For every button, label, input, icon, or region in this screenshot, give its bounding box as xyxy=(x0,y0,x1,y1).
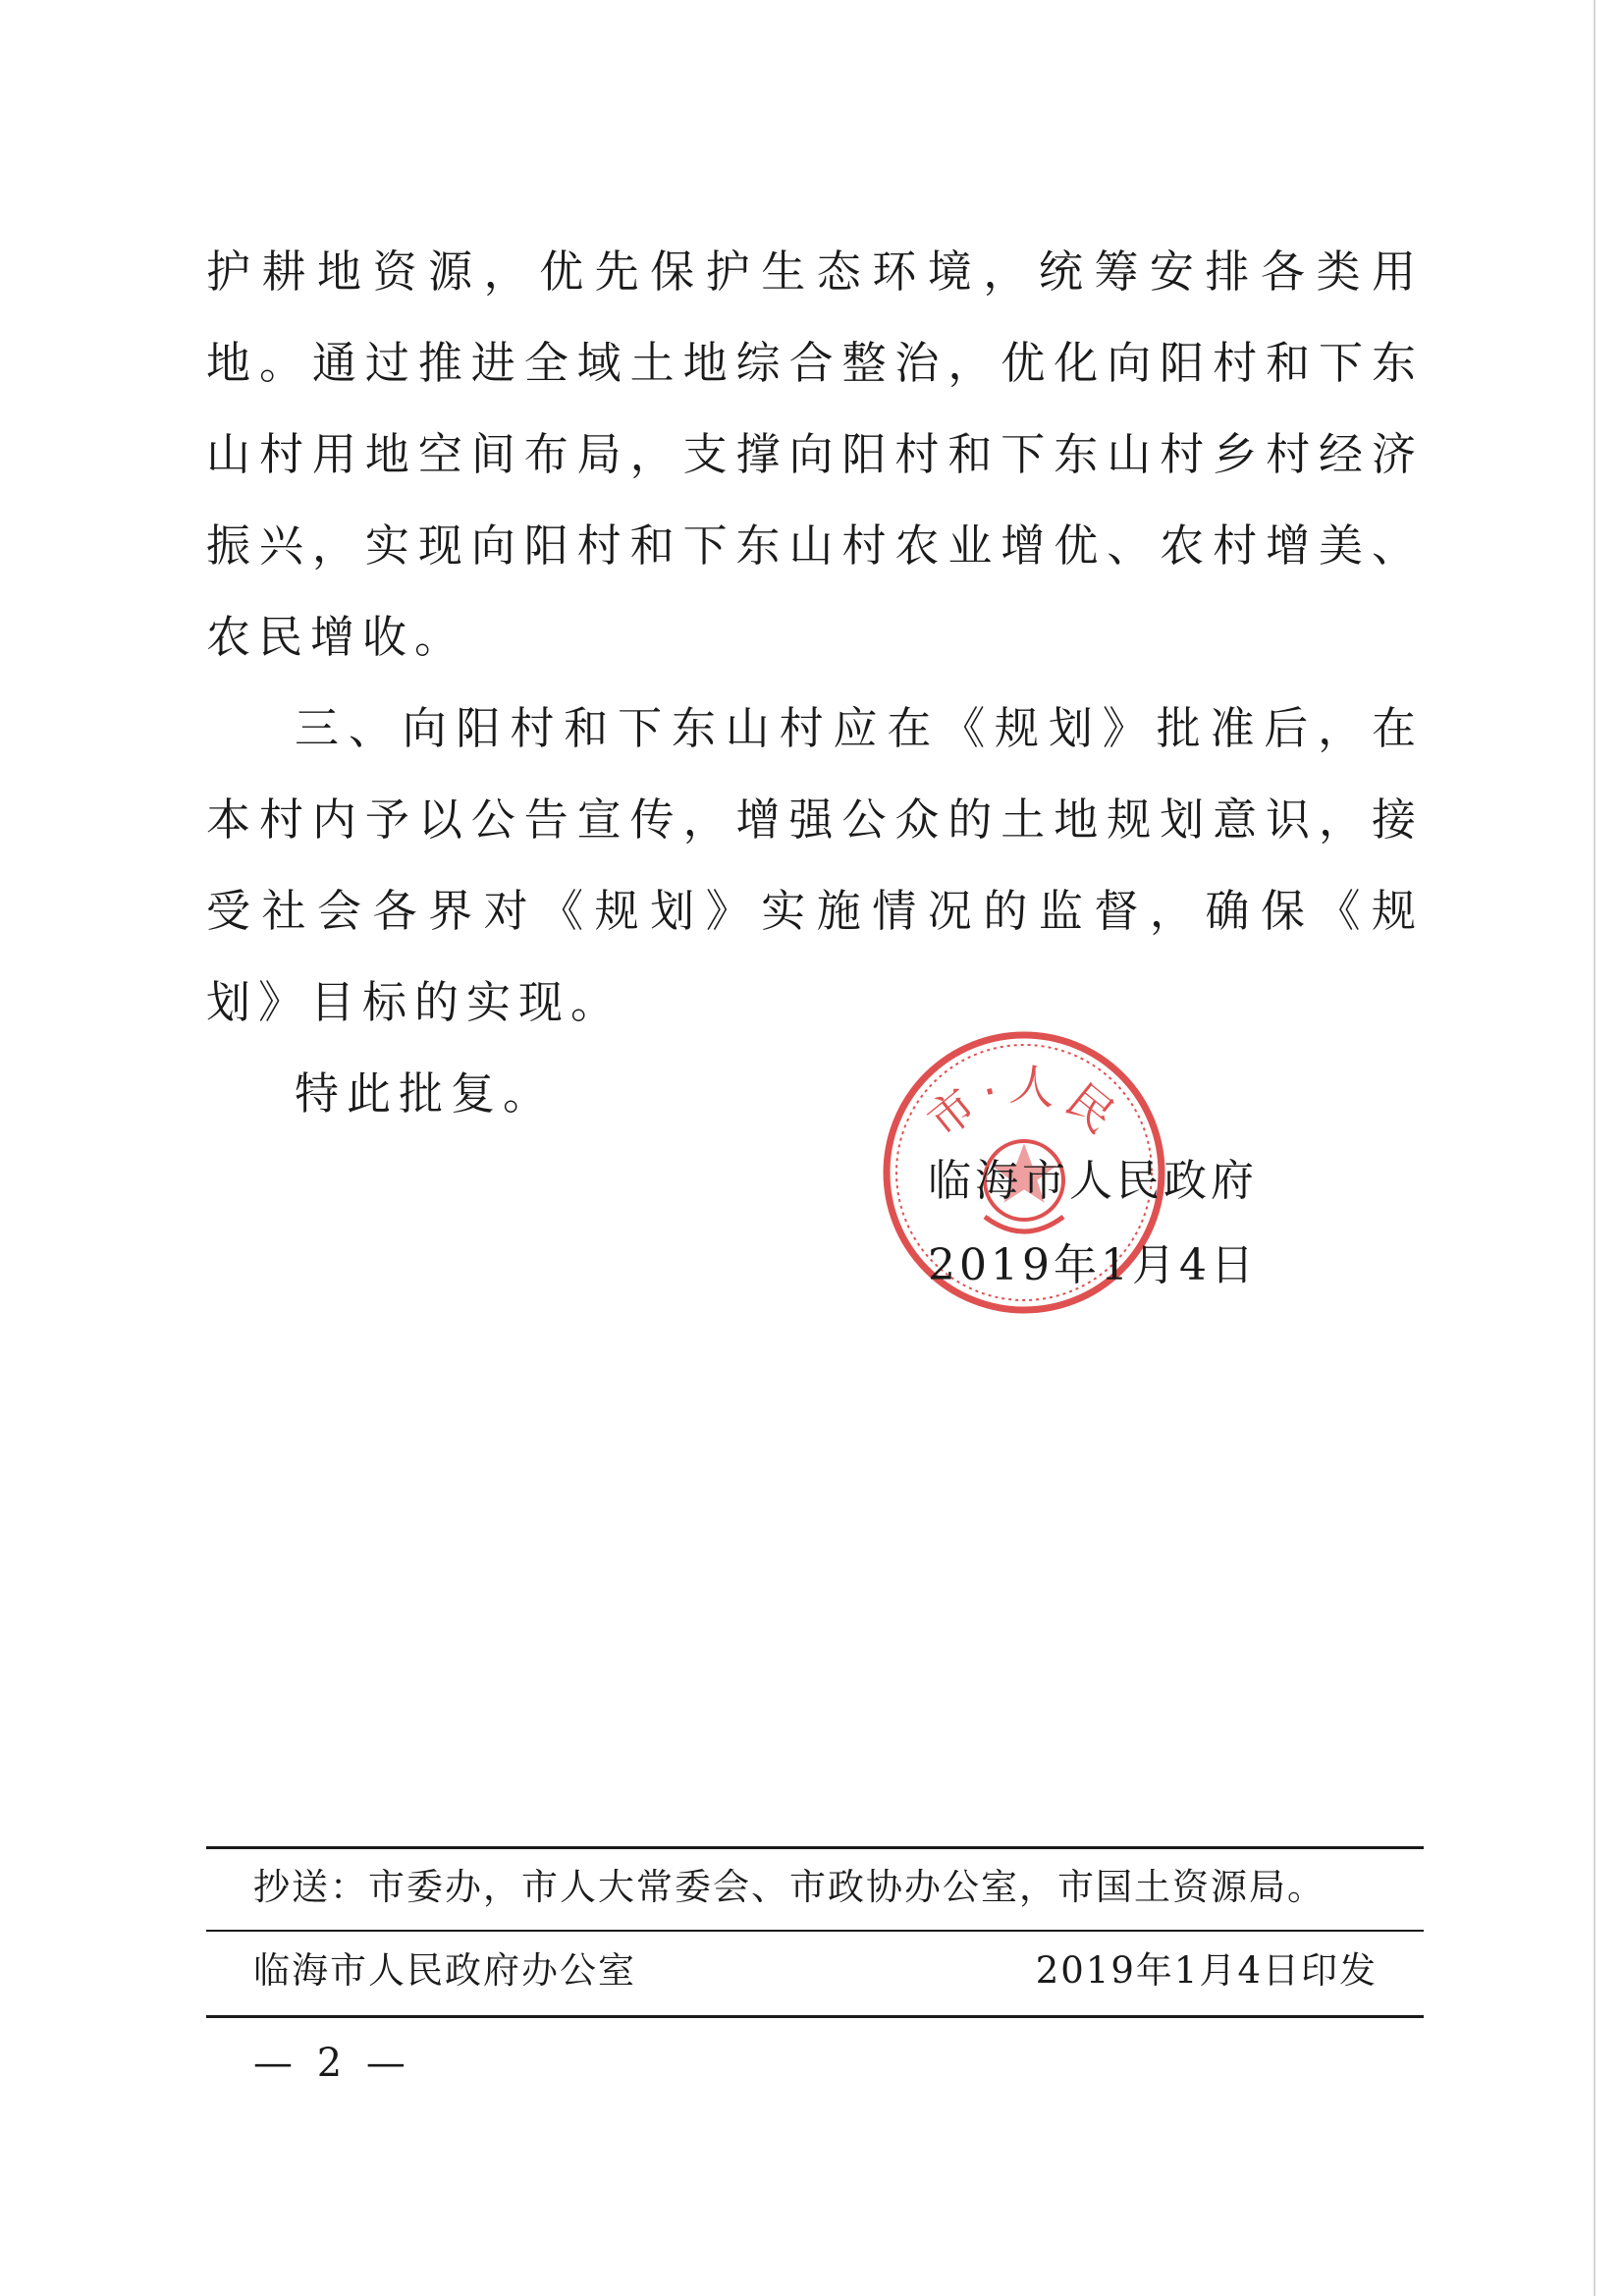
document-body xyxy=(206,226,1424,1139)
issue-date: 2019年1月4日印发 xyxy=(1035,1949,1378,1992)
closing-line: 特此批复。 xyxy=(295,1067,556,1120)
body-paragraph-1: 护耕地资源，优先保护生态环境，统筹安排各类用地。通过推进全域土地综合整治，优化向阳村和下东山村用地空间布局，支撑向阳村和下东山村乡村经济振兴，实现向阳村和下东山村农业增优、农村增美、农民增收。 xyxy=(206,246,1424,663)
page-edge xyxy=(1594,0,1596,2296)
seal-text: 市·人民 xyxy=(917,1057,1131,1148)
cc-recipients: 抄送：市委办，市人大常委会、市政协办公室，市国土资源局。 xyxy=(253,1866,1325,1908)
issuing-office: 临海市人民政府办公室 xyxy=(253,1949,636,1992)
page-number: — 2 — xyxy=(253,2041,411,2086)
signing-organization: 临海市人民政府 xyxy=(928,1156,1258,1206)
footer-rule-middle xyxy=(206,1930,1424,1932)
footer-rule-top xyxy=(206,1846,1424,1849)
footer-rule-bottom xyxy=(206,2015,1424,2018)
body-paragraph-2: 三、向阳村和下东山村应在《规划》批准后，在本村内予以公告宣传，增强公众的土地规划意识，接受社会各界对《规划》实施情况的监督，确保《规划》目标的实现。 xyxy=(206,702,1424,1028)
signing-date: 2019年1月4日 xyxy=(928,1240,1258,1290)
signature-block xyxy=(928,1139,1262,1308)
